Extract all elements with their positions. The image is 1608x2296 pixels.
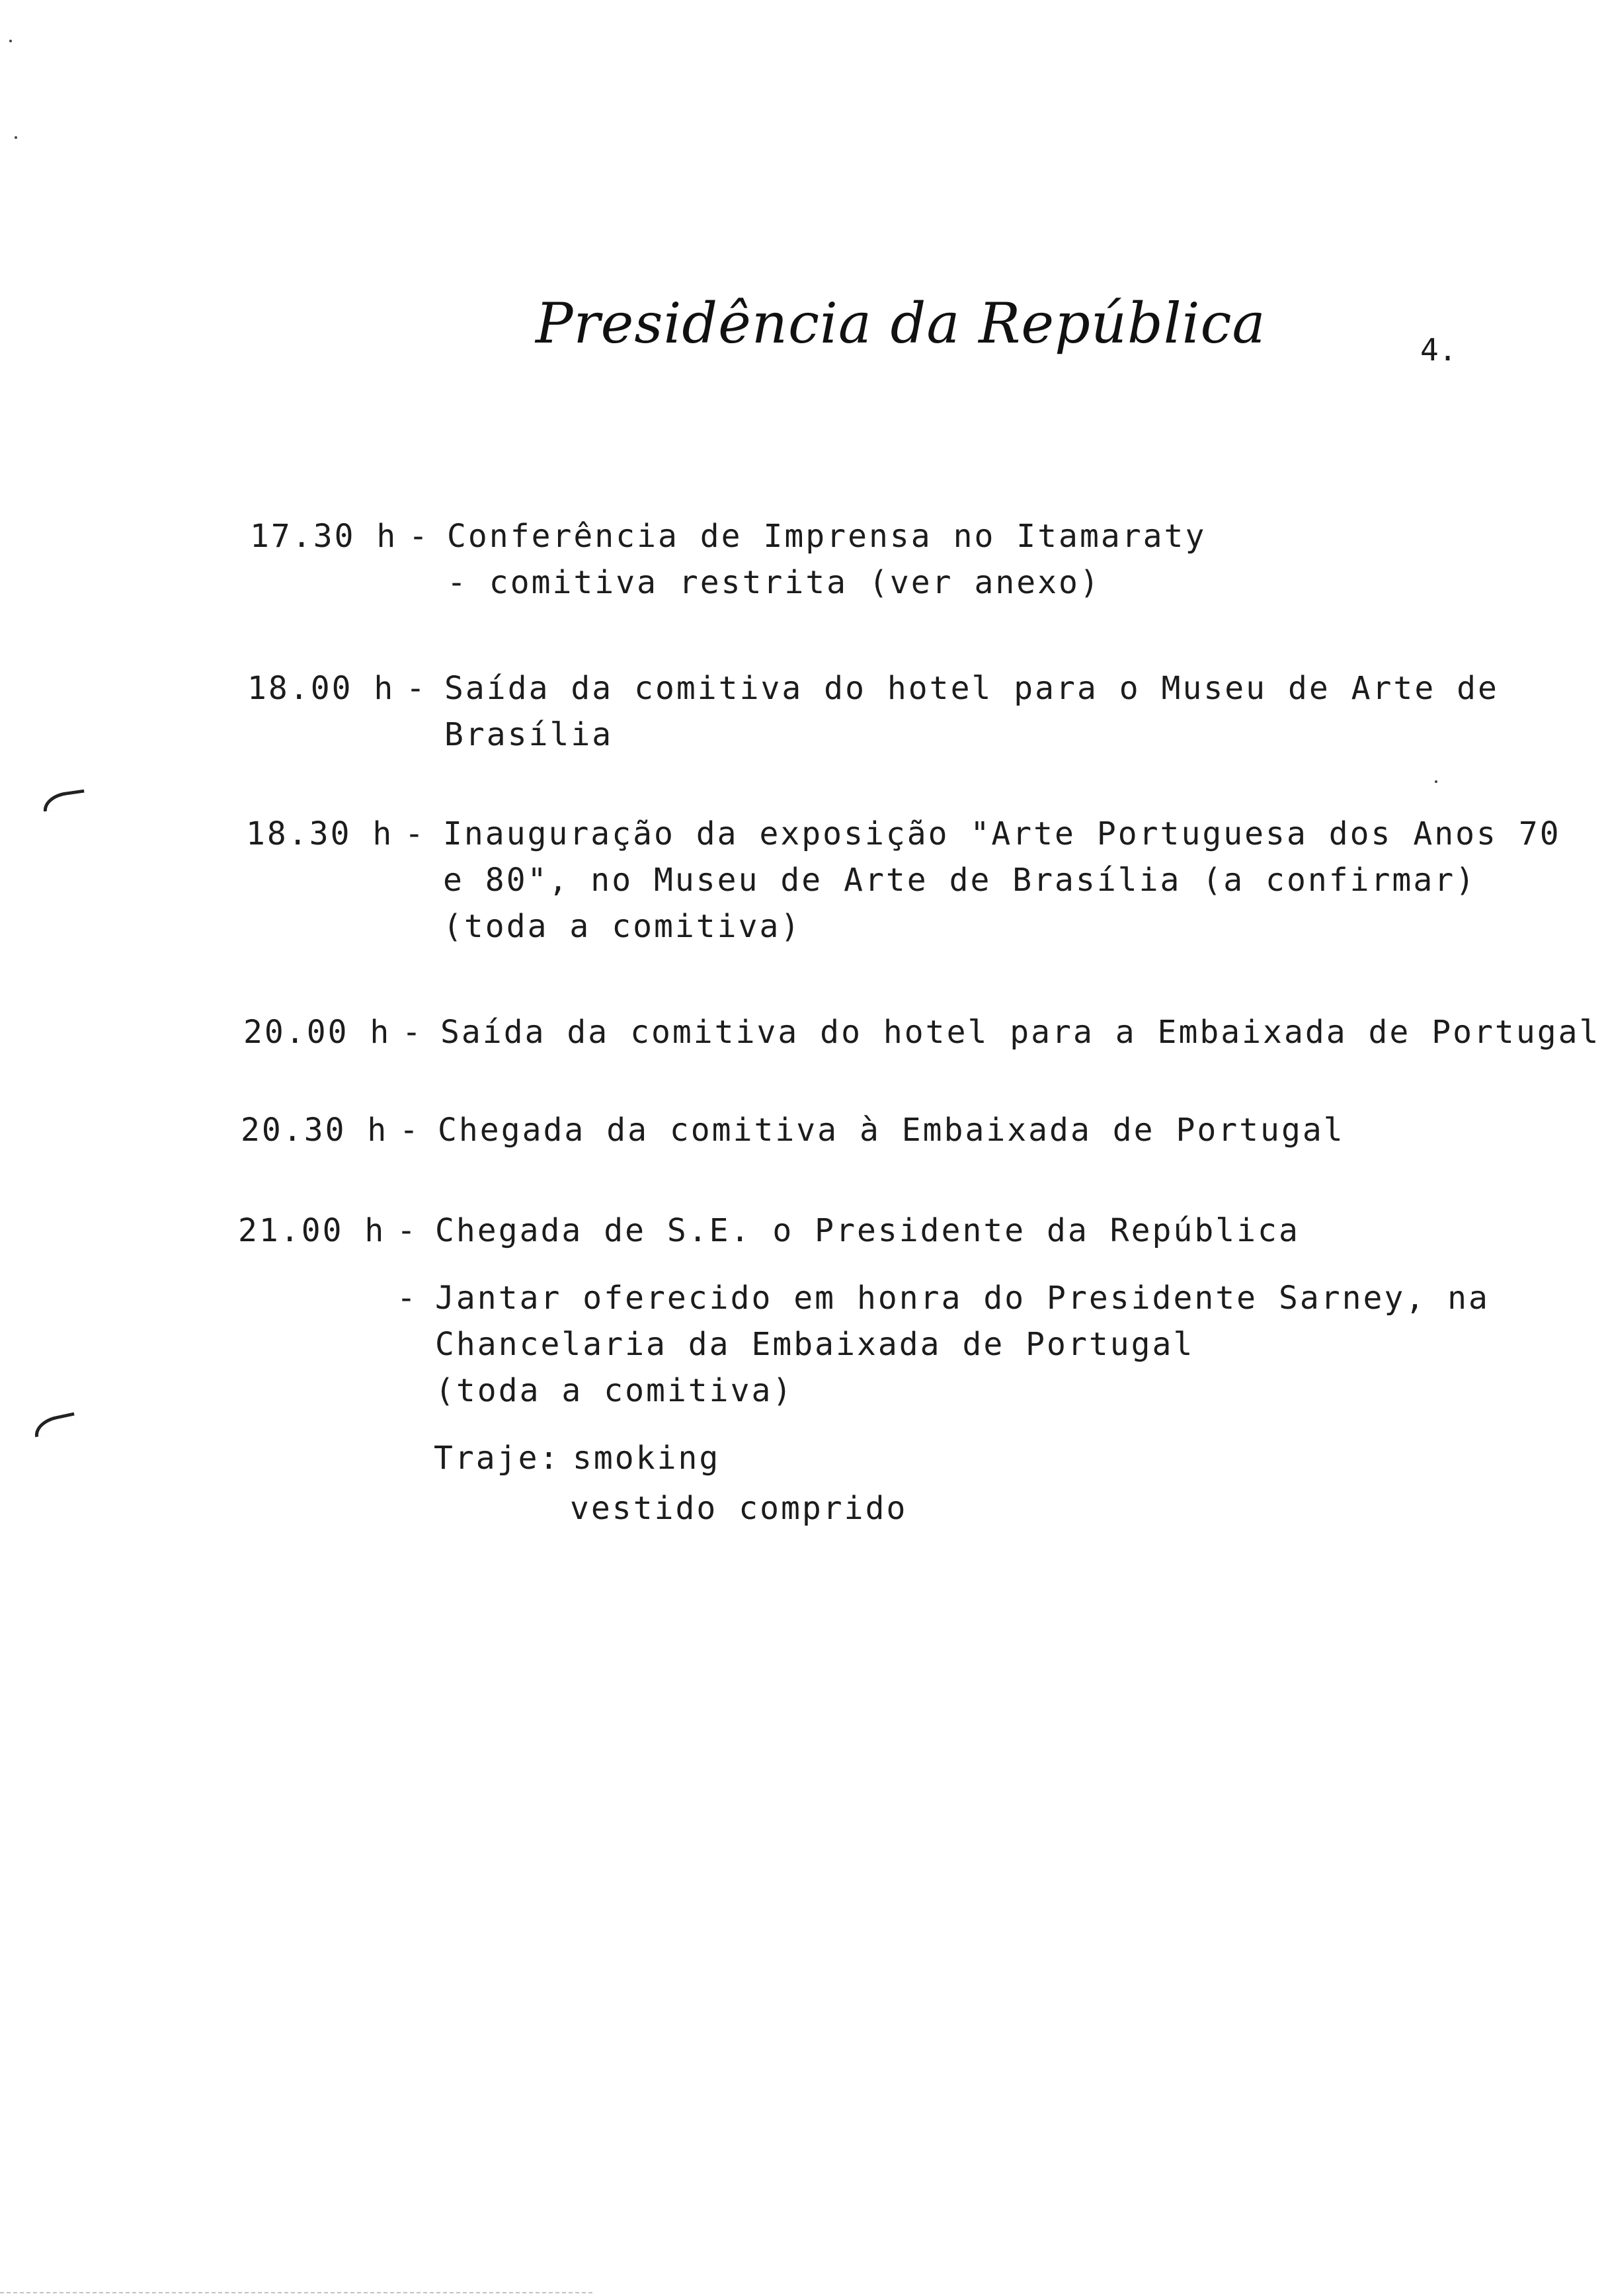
entry-time: 20.00 h bbox=[243, 1014, 391, 1051]
entry-description bbox=[447, 513, 1206, 606]
entry-line: Conferência de Imprensa no Itamaraty bbox=[447, 518, 1207, 555]
entry-time: 21.00 h bbox=[238, 1212, 386, 1249]
entry-dash: - bbox=[399, 1112, 421, 1149]
scan-speck bbox=[15, 136, 17, 139]
entry-description bbox=[440, 1009, 1600, 1055]
entry-time: 17.30 h bbox=[250, 518, 398, 555]
entry-line: Brasília bbox=[444, 716, 614, 753]
entry-description bbox=[435, 1275, 1490, 1414]
scan-speck bbox=[1435, 780, 1437, 783]
entry-description bbox=[435, 1208, 1300, 1254]
entry-line: (toda a comitiva) bbox=[435, 1372, 794, 1409]
entry-line: Jantar oferecido em honra do Presidente Sarney, na bbox=[435, 1280, 1490, 1317]
entry-description bbox=[444, 665, 1499, 758]
attire-men: smoking bbox=[573, 1440, 721, 1477]
entry-line: Saída da comitiva do hotel para o Museu de Arte de bbox=[444, 670, 1499, 707]
entry-time: 18.00 h bbox=[247, 670, 395, 707]
entry-line: (toda a comitiva) bbox=[443, 908, 802, 945]
entry-dash: - bbox=[397, 1212, 418, 1249]
punch-hole-mark bbox=[32, 1413, 77, 1438]
page-number: 4. bbox=[1420, 332, 1457, 368]
attire-women: vestido comprido bbox=[570, 1490, 908, 1527]
entry-description bbox=[443, 811, 1561, 950]
entry-time: 18.30 h bbox=[246, 815, 394, 852]
entry-dash: - bbox=[397, 1280, 418, 1317]
entry-dash: - bbox=[405, 815, 426, 852]
scan-speck bbox=[9, 40, 12, 42]
entry-line: Chancelaria da Embaixada de Portugal bbox=[435, 1326, 1195, 1363]
entry-line: e 80", no Museu de Arte de Brasília (a confirmar) bbox=[443, 862, 1477, 899]
entry-dash: - bbox=[406, 670, 427, 707]
entry-dash: - bbox=[402, 1014, 423, 1051]
entry-time: 20.30 h bbox=[241, 1112, 389, 1149]
entry-line: - comitiva restrita (ver anexo) bbox=[447, 564, 1101, 601]
entry-line: Chegada de S.E. o Presidente da República bbox=[435, 1212, 1300, 1249]
entry-description bbox=[438, 1107, 1345, 1153]
entry-line: Saída da comitiva do hotel para a Embaixada de Portugal bbox=[440, 1014, 1601, 1051]
entry-line: Chegada da comitiva à Embaixada de Portugal bbox=[438, 1112, 1345, 1149]
letterhead-title: Presidência da República bbox=[536, 291, 1266, 356]
punch-hole-mark bbox=[42, 790, 87, 812]
entry-dash: - bbox=[409, 518, 430, 555]
entry-line: Inauguração da exposição "Arte Portuguesa dos Anos 70 bbox=[443, 815, 1561, 852]
scan-edge-line bbox=[0, 2292, 595, 2293]
attire-label: Traje: bbox=[434, 1440, 561, 1477]
